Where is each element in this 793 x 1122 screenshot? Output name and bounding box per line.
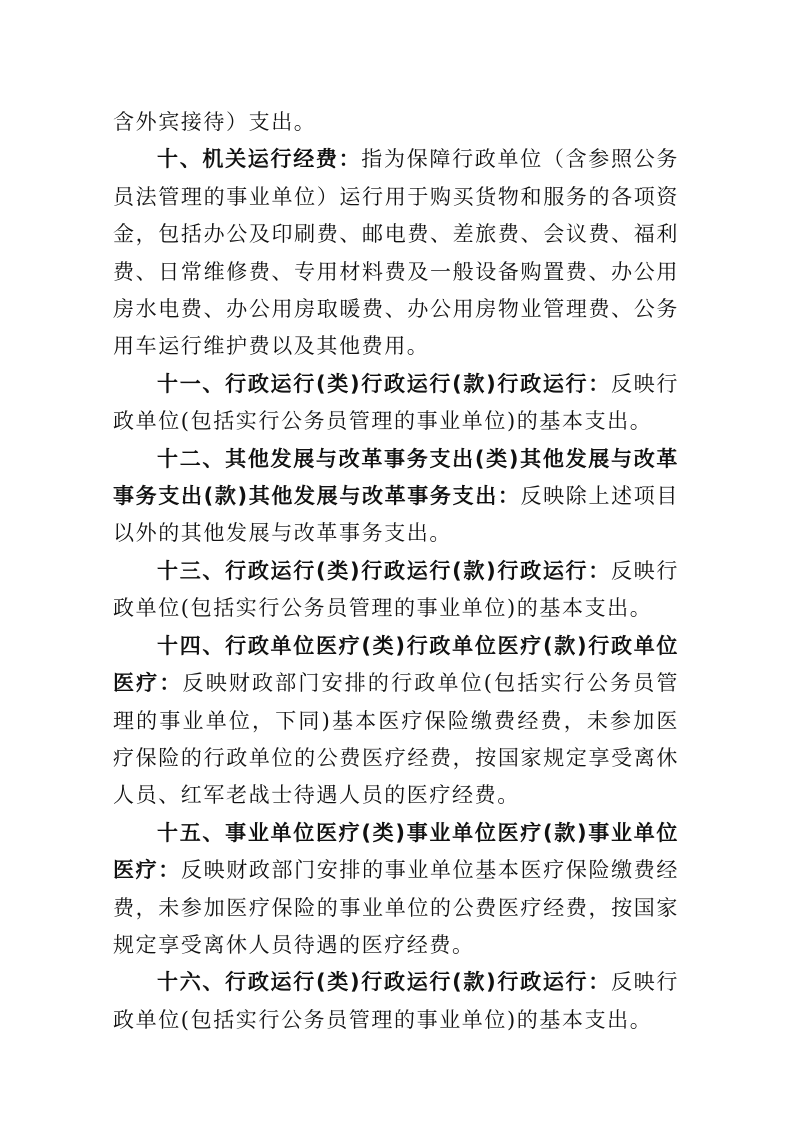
paragraph-text: 反映财政部门安排的行政单位(包括实行公务员管理的事业单位，下同)基本医疗保险缴费经费，未参加医疗保险的行政单位的公费医疗经费，按国家规定享受离休人员、红军老战士待遇人员的医疗经费。 bbox=[113, 671, 679, 808]
paragraph-item-15 bbox=[113, 815, 679, 965]
paragraph-text: 反映财政部门安排的事业单位基本医疗保险缴费经费，未参加医疗保险的事业单位的公费医疗经费，按国家规定享受离休人员待遇的医疗经费。 bbox=[113, 858, 679, 957]
paragraph-text: 含外宾接待）支出。 bbox=[113, 110, 317, 134]
paragraph-text: 反映行政单位(包括实行公务员管理的事业单位)的基本支出。 bbox=[113, 371, 679, 434]
paragraph-text: 反映行政单位(包括实行公务员管理的事业单位)的基本支出。 bbox=[113, 970, 679, 1032]
paragraph-item-10 bbox=[113, 141, 679, 365]
paragraph-term: 十三、行政运行(类)行政运行(款)行政运行： bbox=[157, 558, 611, 583]
paragraph-item-16 bbox=[113, 964, 679, 1039]
paragraph-term: 十一、行政运行(类)行政运行(款)行政运行： bbox=[157, 371, 611, 396]
paragraph-term: 十四、行政单位医疗(类)行政单位医疗(款)行政单位医疗： bbox=[113, 633, 679, 696]
paragraph-text: 指为保障行政单位（含参照公务员法管理的事业单位）运行用于购买货物和服务的各项资金，包括办公及印刷费、邮电费、差旅费、会议费、福利费、日常维修费、专用材料费及一般设备购置费、办公用房水电费、办公用房取暖费、办公用房物业管理费、公务用车运行维护费以及其他费用。 bbox=[113, 147, 679, 359]
paragraph-item-13 bbox=[113, 553, 679, 628]
paragraph-text: 反映除上述项目以外的其他发展与改革事务支出。 bbox=[113, 484, 680, 546]
paragraph-item-12 bbox=[113, 441, 679, 553]
paragraph-term: 十六、行政运行(类)行政运行(款)行政运行： bbox=[157, 970, 611, 995]
paragraph-text: 反映行政单位(包括实行公务员管理的事业单位)的基本支出。 bbox=[113, 558, 679, 621]
document-page bbox=[113, 104, 679, 1039]
paragraph-term: 十、机关运行经费： bbox=[157, 147, 362, 172]
paragraph-continuation bbox=[113, 104, 679, 141]
paragraph-item-11 bbox=[113, 366, 679, 441]
paragraph-term: 十二、其他发展与改革事务支出(类)其他发展与改革事务支出(款)其他发展与改革事务支出： bbox=[113, 446, 679, 509]
paragraph-item-14 bbox=[113, 628, 679, 815]
paragraph-term: 十五、事业单位医疗(类)事业单位医疗(款)事业单位医疗： bbox=[113, 820, 679, 883]
